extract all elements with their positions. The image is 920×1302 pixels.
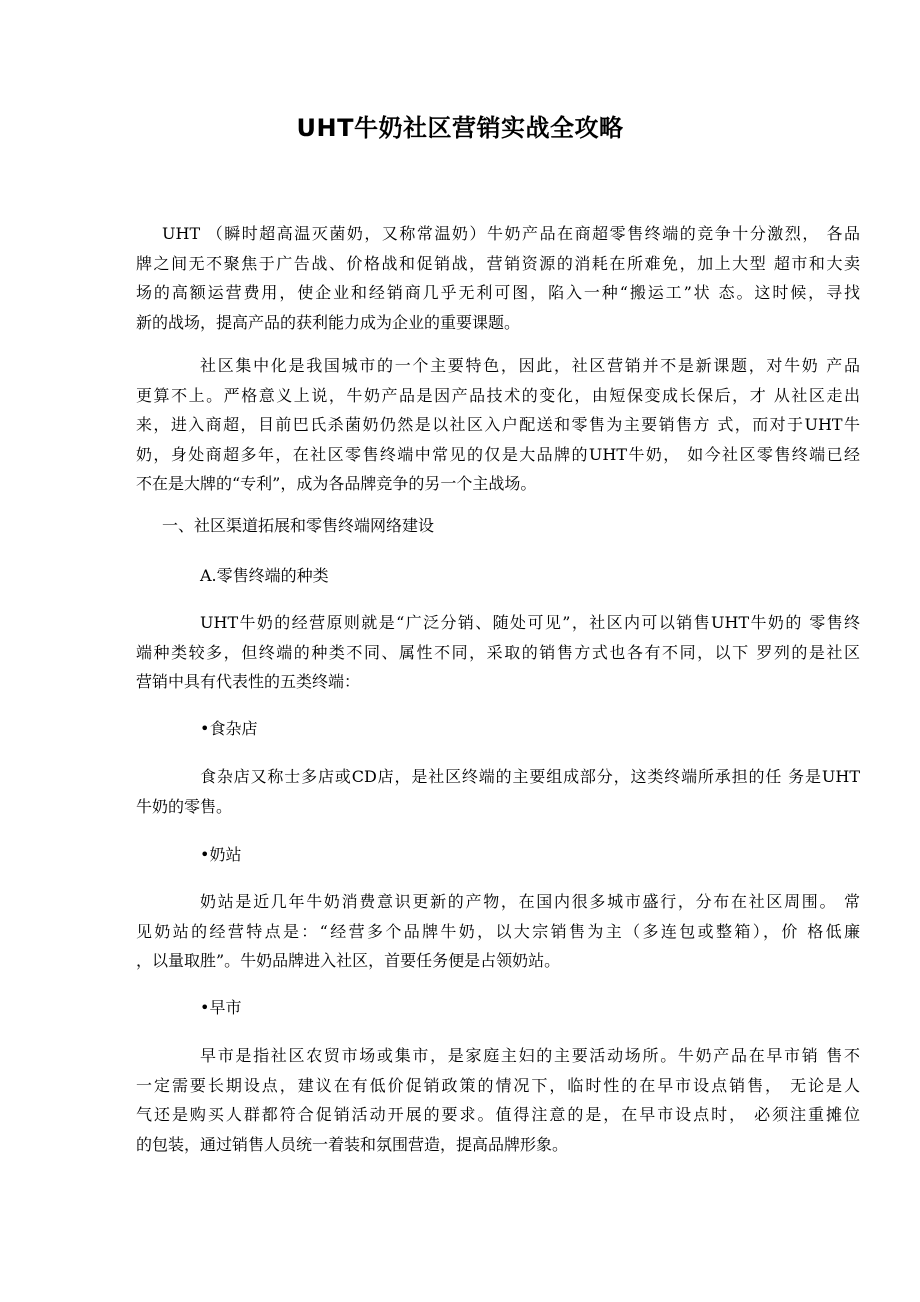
subsection-heading: A.零售终端的种类 — [200, 566, 329, 585]
bullet-grocery-store: •食杂店 — [200, 719, 258, 738]
text-line: UHT牛奶的经营原则就是“广泛分销、随处可见”，社区内可以销售UHT牛奶的 零售终 — [200, 613, 860, 632]
section-heading: 一、社区渠道拓展和零售终端网络建设 — [162, 516, 435, 535]
text-line: 气还是购买人群都符合促销活动开展的要求。值得注意的是，在早市设点时， 必须注重摊位 — [136, 1105, 860, 1124]
text-line: 牛奶的零售。 — [136, 796, 233, 816]
text-line: 见奶站的经营特点是：“经营多个品牌牛奶，以大宗销售为主（多连包或整箱），价 格低廉 — [136, 921, 860, 941]
text-line: UHT （瞬时超高温灭菌奶，又称常温奶）牛奶产品在商超零售终端的竞争十分激烈， 各品 — [162, 224, 860, 243]
text-line: 端种类较多，但终端的种类不同、属性不同，采取的销售方式也各有不同，以下 罗列的是社区 — [136, 642, 860, 662]
text-line: 奶，身处商超多年，在社区零售终端中常见的仅是大品牌的UHT牛奶， 如今社区零售终端已经 — [136, 444, 860, 464]
text-line: 场的高额运营费用，使企业和经销商几乎无利可图，陷入一种“搬运工”状 态。这时候，寻找 — [136, 283, 860, 302]
text-line: ，以量取胜”。牛奶品牌进入社区，首要任务便是占领奶站。 — [136, 951, 561, 970]
text-line: 新的战场，提高产品的获利能力成为企业的重要课题。 — [136, 312, 521, 332]
paragraph-milk-station — [136, 887, 860, 976]
paragraph-intro — [136, 219, 860, 337]
document-title: UHT牛奶社区营销实战全攻略 — [296, 114, 624, 142]
text-line: 来，进入商超，目前巴氏杀菌奶仍然是以社区入户配送和零售为主要销售方 式，而对于UHT牛 — [136, 415, 860, 434]
text-line: 不在是大牌的“专利”，成为各品牌竞争的另一个主战场。 — [136, 474, 537, 493]
bullet-milk-station: •奶站 — [200, 845, 242, 864]
text-line: 一定需要长期设点，建议在有低价促销政策的情况下，临时性的在早市设点销售， 无论是人 — [136, 1075, 860, 1095]
paragraph-morning-market — [136, 1041, 860, 1159]
text-line: 牌之间无不聚焦于广告战、价格战和促销战，营销资源的消耗在所难免，加上大型 超市和大卖 — [136, 253, 860, 273]
text-line: 食杂店又称士多店或CD店，是社区终端的主要组成部分，这类终端所承担的任 务是UHT — [200, 767, 860, 786]
text-line: 早市是指社区农贸市场或集市，是家庭主妇的主要活动场所。牛奶产品在早市销 售不 — [200, 1046, 860, 1065]
text-line: 营销中具有代表性的五类终端： — [136, 672, 361, 691]
text-line: 的包装，通过销售人员统一着装和氛围营造，提高品牌形象。 — [136, 1134, 569, 1154]
text-line: 更算不上。严格意义上说，牛奶产品是因产品技术的变化，由短保变成长保后，才 从社区走出 — [136, 385, 860, 405]
text-line: 奶站是近几年牛奶消费意识更新的产物，在国内很多城市盛行，分布在社区周围。 常 — [200, 892, 860, 911]
bullet-morning-market: •早市 — [200, 998, 242, 1017]
paragraph-grocery-store — [136, 762, 860, 821]
paragraph-terminal-types — [136, 608, 860, 697]
paragraph-community — [136, 351, 860, 499]
text-line: 社区集中化是我国城市的一个主要特色，因此，社区营销并不是新课题，对牛奶 产品 — [200, 356, 860, 375]
